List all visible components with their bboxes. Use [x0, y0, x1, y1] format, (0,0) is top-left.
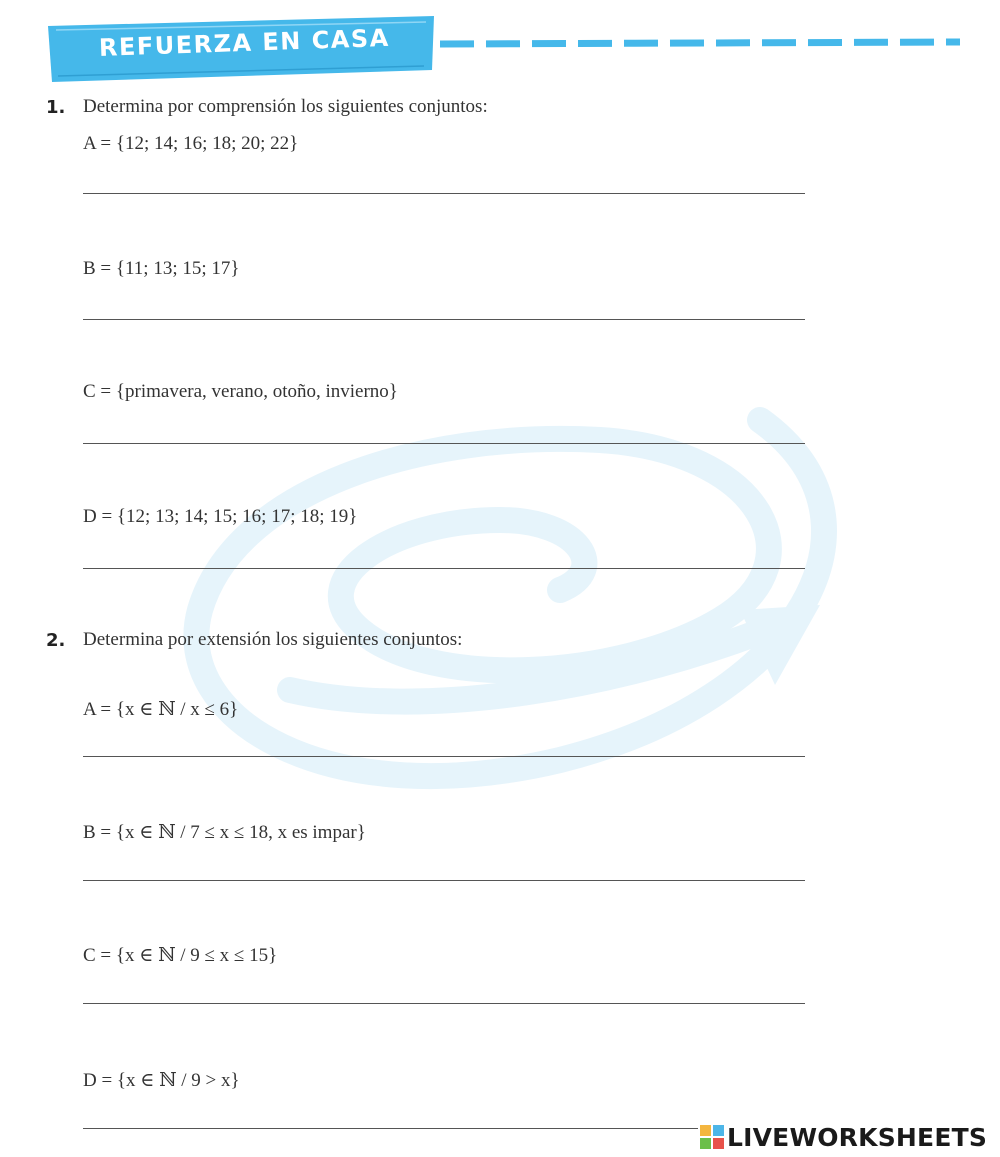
answer-line-2b[interactable]	[83, 880, 805, 881]
answer-line-2d[interactable]	[83, 1128, 698, 1129]
answer-line-1b[interactable]	[83, 319, 805, 320]
set-1d: D = {12; 13; 14; 15; 16; 17; 18; 19}	[83, 506, 358, 527]
set-1c: C = {primavera, verano, otoño, invierno}	[83, 381, 398, 402]
set-2c: C = {x ∈ ℕ / 9 ≤ x ≤ 15}	[83, 945, 278, 966]
answer-line-1a[interactable]	[83, 193, 805, 194]
section-banner	[44, 12, 439, 84]
set-2b: B = {x ∈ ℕ / 7 ≤ x ≤ 18, x es impar}	[83, 822, 366, 843]
set-1a: A = {12; 14; 16; 18; 20; 22}	[83, 133, 299, 154]
answer-line-1d[interactable]	[83, 568, 805, 569]
answer-line-2a[interactable]	[83, 756, 805, 757]
liveworksheets-logo	[700, 1122, 987, 1152]
set-1b: B = {11; 13; 15; 17}	[83, 258, 240, 279]
question-number-2: 2.	[46, 630, 66, 651]
set-2a: A = {x ∈ ℕ / x ≤ 6}	[83, 699, 239, 720]
question-1-instruction: Determina por comprensión los siguientes conjuntos:	[83, 96, 488, 117]
answer-line-2c[interactable]	[83, 1003, 805, 1004]
dashed-rule	[440, 38, 960, 50]
answer-line-1c[interactable]	[83, 443, 805, 444]
banner-title: REFUERZA EN CASA	[98, 23, 391, 62]
set-2d: D = {x ∈ ℕ / 9 > x}	[83, 1070, 240, 1091]
question-2-instruction: Determina por extensión los siguientes conjuntos:	[83, 629, 463, 650]
liveworksheets-logo-text: LIVEWORKSHEETS	[727, 1122, 988, 1152]
question-number-1: 1.	[46, 97, 66, 118]
liveworksheets-logo-icon	[700, 1125, 724, 1149]
